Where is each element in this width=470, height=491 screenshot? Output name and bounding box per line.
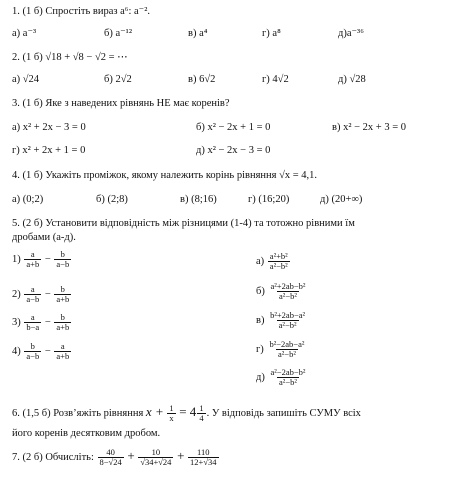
q2-option-c: в) 6√2 [188, 74, 216, 85]
q4-option-d: г) (16;20) [248, 194, 290, 205]
q3-option-c: в) x² − 2x + 3 = 0 [332, 122, 406, 133]
q4-option-c: в) (8;16) [180, 194, 217, 205]
q7-fraction-1: $\frac{40}{8-√24}$ [99, 447, 122, 467]
q1-option-e: д)a⁻³⁶ [338, 28, 364, 39]
q5-left-item-4: 4) $\frac{b}{a-b}$ − $\frac{a}{a+b}$ [12, 341, 70, 361]
q4-option-b: б) (2;8) [96, 194, 128, 205]
q5-left-item-3: 3) $\frac{a}{b-a}$ − $\frac{b}{a+b}$ [12, 312, 70, 332]
q5-right-item-c: в) $\frac{\text{b²+2ab−a²}}{\text{a²−b²}}$ [256, 310, 306, 330]
q3-option-b: б) x² − 2x + 1 = 0 [196, 122, 271, 133]
q2-option-d: г) 4√2 [262, 74, 289, 85]
question-5-line-2: дробами (а-д). [12, 232, 76, 243]
q5-right-item-e: д) $\frac{\text{a²−2ab−b²}}{\text{a²−b²}}$ [256, 367, 306, 387]
q1-option-c: в) a⁴ [188, 28, 208, 39]
question-3: 3. (1 б) Яке з наведених рівнянь НЕ має коренів? [12, 98, 230, 109]
question-2: 2. (1 б) √18 + √8 − √2 = ⋯ [12, 52, 128, 63]
question-1: 1. (1 б) Спростіть вираз a⁶: a⁻². [12, 6, 150, 17]
q1-option-a: а) a⁻³ [12, 28, 37, 39]
q5-right-item-d: г) $\frac{\text{b²−2ab−a²}}{\text{a²−b²}}$ [256, 339, 305, 359]
q2-option-a: а) √24 [12, 74, 40, 85]
q2-option-e: д) √28 [338, 74, 366, 85]
question-4: 4. (1 б) Укажіть проміжок, якому належить корінь рівняння √x = 4,1. [12, 170, 318, 181]
question-6-line-2: його коренів десятковим дробом. [12, 428, 161, 439]
q5-right-item-b: б) $\frac{\text{a²+2ab−b²}}{\text{a²−b²}}$ [256, 281, 306, 301]
q3-option-a: а) x² + 2x − 3 = 0 [12, 122, 86, 133]
question-6: 6. (1,5 б) Розв’яжіть рівняння x + $\frac{1}{x}$ = 4 $\frac{1}{4}$ . У відповідь запишіть СУМУ всіх [12, 403, 361, 423]
q3-option-d: г) x² + 2x + 1 = 0 [12, 145, 86, 156]
q7-fraction-3: $\frac{110}{12+√34}$ [190, 447, 217, 467]
q5-right-item-a: а) $\frac{\text{a²+b²}}{\text{a²−b²}}$ [256, 251, 288, 271]
question-5-line-1: 5. (2 б) Установити відповідність між різницями (1-4) та тотожно рівними їм [12, 218, 355, 229]
q3-option-e: д) x² − 2x − 3 = 0 [196, 145, 271, 156]
q4-option-e: д) (20+∞) [320, 194, 363, 205]
q4-option-a: а) (0;2) [12, 194, 44, 205]
q2-option-b: б) 2√2 [104, 74, 132, 85]
question-7: 7. (2 б) Обчисліть: $\frac{40}{8-√24}$ + $\frac{10}{√34+√24}$ + $\frac{110}{12+√34}$ [12, 447, 217, 467]
q7-fraction-2: $\frac{10}{√34+√24}$ [140, 447, 172, 467]
q5-left-item-1: 1) $\frac{a}{a+b}$ − $\frac{b}{a-b}$ [12, 249, 70, 269]
q5-left-item-2: 2) $\frac{a}{a-b}$ − $\frac{b}{a+b}$ [12, 284, 70, 304]
q1-option-b: б) a⁻¹² [104, 28, 132, 39]
q1-option-d: г) a⁸ [262, 28, 281, 39]
